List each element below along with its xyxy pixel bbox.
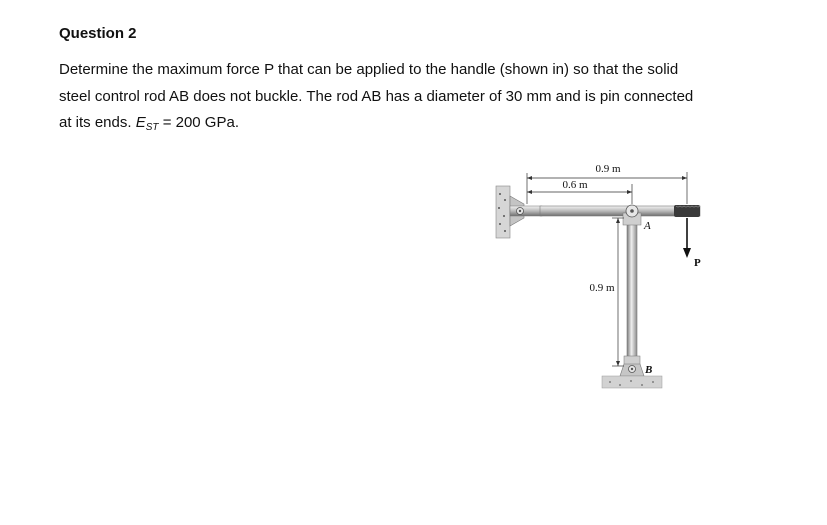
figure-svg bbox=[490, 158, 720, 408]
modulus-value: = 200 GPa. bbox=[162, 114, 239, 131]
dim-left-label: 0.6 m bbox=[562, 179, 588, 191]
dim-rod-label: 0.9 m bbox=[589, 282, 615, 294]
question-line-2: steel control rod AB does not buckle. The rod AB has a diameter of 30 mm and is pin connected bbox=[59, 87, 694, 105]
handle-grip bbox=[674, 205, 700, 217]
dimension-lines bbox=[527, 172, 687, 366]
wall-support bbox=[496, 186, 542, 238]
dim-top-label: 0.9 m bbox=[595, 163, 621, 175]
load-arrow-p bbox=[683, 218, 691, 258]
rod-ab bbox=[627, 218, 637, 360]
label-a: A bbox=[644, 220, 651, 232]
question-line-3-prefix: at its ends. bbox=[59, 114, 132, 131]
label-p: P bbox=[694, 257, 701, 269]
question-line-1: Determine the maximum force P that can be applied to the handle (shown in) so that the solid bbox=[59, 61, 679, 78]
ground bbox=[602, 376, 662, 388]
lever-rod-figure bbox=[490, 158, 720, 408]
question-title: Question 2 bbox=[59, 25, 137, 42]
dimension-arrows bbox=[527, 176, 687, 366]
question-text bbox=[59, 57, 779, 142]
modulus-symbol: E bbox=[135, 114, 146, 131]
question-line-3 bbox=[59, 110, 779, 142]
modulus-subscript: ST bbox=[145, 122, 159, 133]
label-b: B bbox=[645, 364, 653, 376]
